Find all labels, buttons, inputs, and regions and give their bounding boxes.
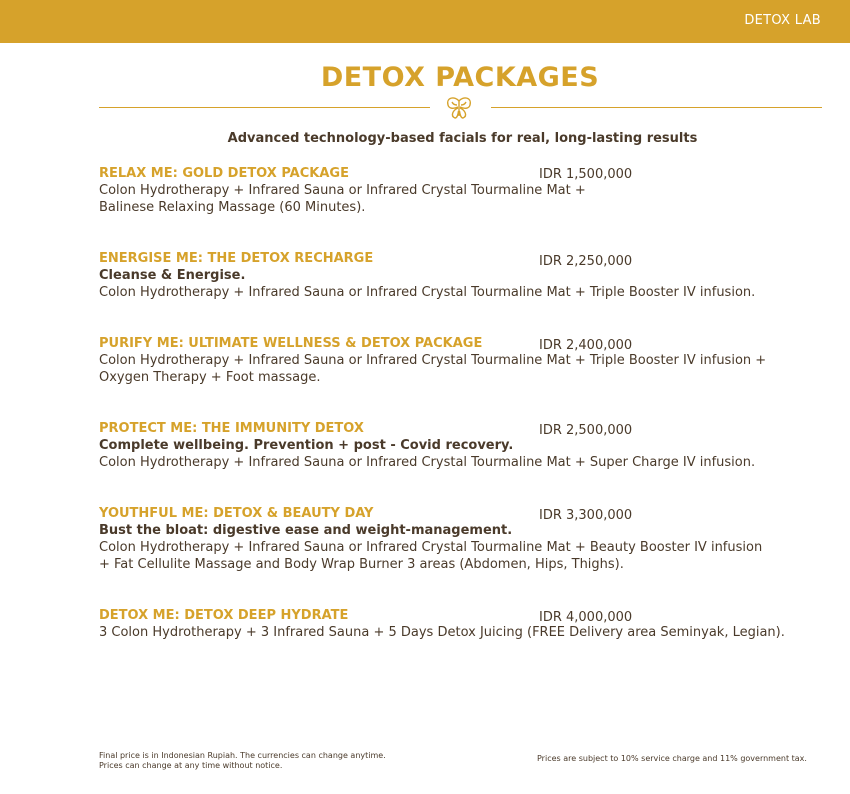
title-divider-right <box>491 107 822 108</box>
package-name: RELAX ME: GOLD DETOX PACKAGE <box>99 166 349 181</box>
package-name: ENERGISE ME: THE DETOX RECHARGE <box>99 251 374 266</box>
package-description-line: Oxygen Therapy + Foot massage. <box>99 370 321 385</box>
page-title: DETOX PACKAGES <box>320 62 600 93</box>
brand-label[interactable]: DETOX LAB <box>744 13 821 28</box>
package-price: IDR 3,300,000 <box>539 508 633 523</box>
package-price: IDR 4,000,000 <box>539 610 633 625</box>
package-description-line: Colon Hydrotherapy + Infrared Sauna or Infrared Crystal Tourmaline Mat + <box>99 183 586 198</box>
package-item <box>99 505 839 573</box>
header-bar <box>0 0 850 43</box>
title-divider-left <box>99 107 430 108</box>
package-price: IDR 2,500,000 <box>539 423 633 438</box>
package-item <box>99 420 839 471</box>
package-description-line: Colon Hydrotherapy + Infrared Sauna or Infrared Crystal Tourmaline Mat + Triple Booster IV infusion + <box>99 353 767 368</box>
package-description-line: Balinese Relaxing Massage (60 Minutes). <box>99 200 366 215</box>
butterfly-icon <box>443 96 475 120</box>
footer-note-line: Final price is in Indonesian Rupiah. The currencies can change anytime. <box>99 751 386 760</box>
package-name: DETOX ME: DETOX DEEP HYDRATE <box>99 608 349 623</box>
package-price: IDR 2,400,000 <box>539 338 633 353</box>
page-subtitle: Advanced technology-based facials for real, long-lasting results <box>227 131 698 146</box>
package-name: PURIFY ME: ULTIMATE WELLNESS & DETOX PACKAGE <box>99 336 483 351</box>
package-description-line: Colon Hydrotherapy + Infrared Sauna or Infrared Crystal Tourmaline Mat + Super Charge IV infusion. <box>99 455 756 470</box>
package-price: IDR 2,250,000 <box>539 254 633 269</box>
package-item <box>99 607 839 641</box>
footer-note-line: Prices can change at any time without notice. <box>99 761 283 770</box>
package-tagline: Cleanse & Energise. <box>99 268 246 283</box>
package-name: YOUTHFUL ME: DETOX & BEAUTY DAY <box>99 506 374 521</box>
package-description-line: Colon Hydrotherapy + Infrared Sauna or Infrared Crystal Tourmaline Mat + Triple Booster IV infusion. <box>99 285 756 300</box>
package-description-line: 3 Colon Hydrotherapy + 3 Infrared Sauna + 5 Days Detox Juicing (FREE Delivery area Seminyak, Legian). <box>99 625 785 640</box>
package-name: PROTECT ME: THE IMMUNITY DETOX <box>99 421 364 436</box>
package-tagline: Bust the bloat: digestive ease and weight-management. <box>99 523 513 538</box>
package-description-line: + Fat Cellulite Massage and Body Wrap Burner 3 areas (Abdomen, Hips, Thighs). <box>99 557 624 572</box>
package-item <box>99 250 839 301</box>
footer-note-left <box>99 751 386 771</box>
package-item <box>99 165 839 216</box>
package-tagline: Complete wellbeing. Prevention + post - Covid recovery. <box>99 438 514 453</box>
package-description-line: Colon Hydrotherapy + Infrared Sauna or Infrared Crystal Tourmaline Mat + Beauty Booster IV infusion <box>99 540 763 555</box>
footer-note-right: Prices are subject to 10% service charge and 11% government tax. <box>537 754 807 763</box>
package-price: IDR 1,500,000 <box>539 167 633 182</box>
package-item <box>99 335 839 386</box>
